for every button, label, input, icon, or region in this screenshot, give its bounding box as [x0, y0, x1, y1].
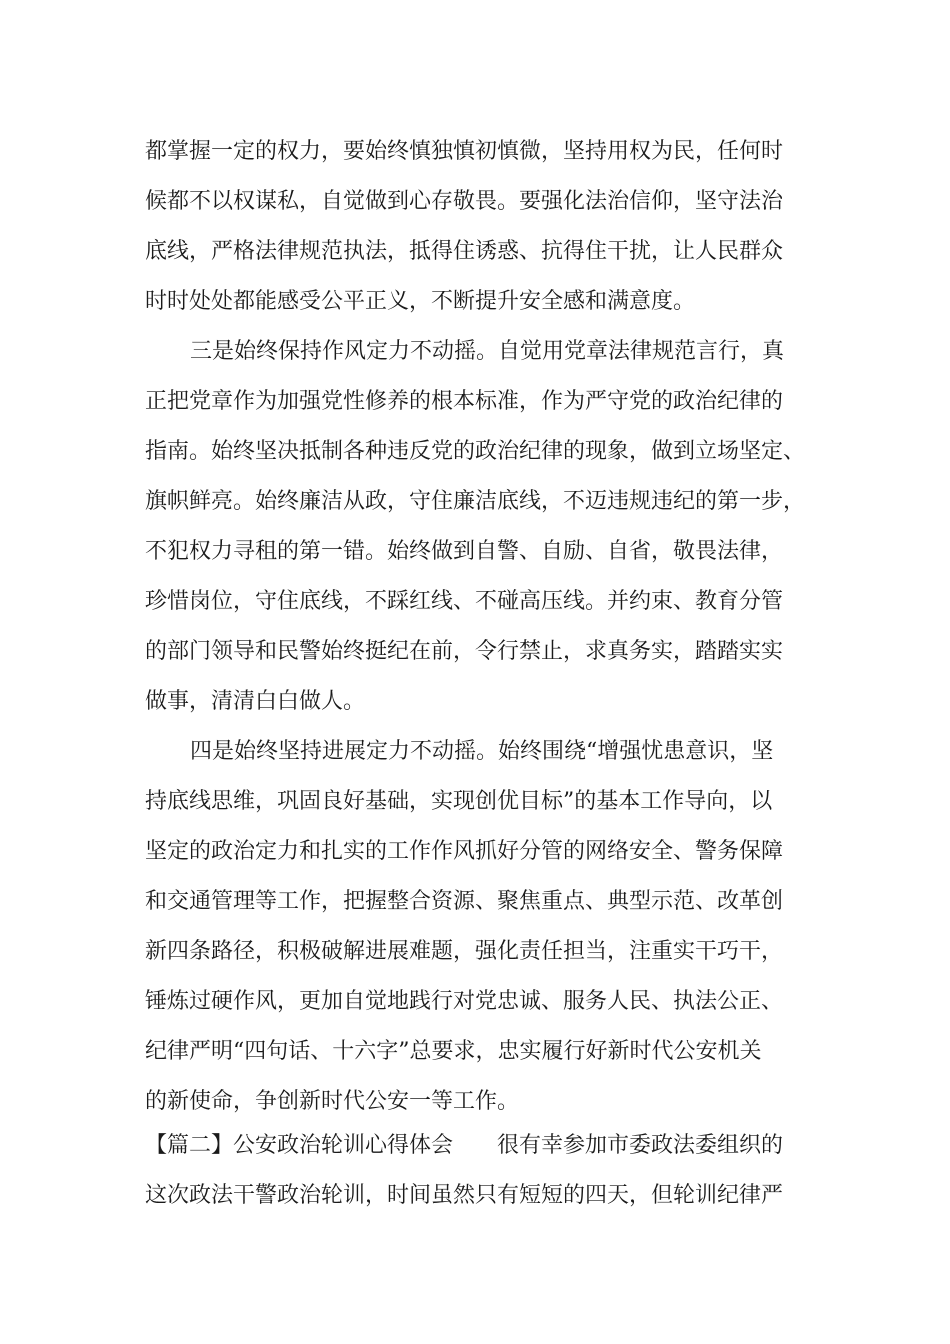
text-line: 的部门领导和民警始终挺纪在前，令行禁止，求真务实，踏踏实实 — [145, 639, 784, 664]
text-line: 和交通管理等工作，把握整合资源、聚焦重点、典型示范、改革创 — [145, 889, 784, 914]
text-line: 正把党章作为加强党性修养的根本标准，作为严守党的政治纪律的 — [145, 389, 784, 414]
text-line: 做事，清清白白做人。 — [145, 689, 366, 714]
paragraph-start-line: 三是始终保持作风定力不动摇。自觉用党章法律规范言行，真 — [190, 339, 785, 364]
paragraph-start-line: 四是始终坚持进展定力不动摇。始终围绕“增强忧患意识，坚 — [190, 739, 774, 764]
text-line: 不犯权力寻租的第一错。始终做到自警、自励、自省，敬畏法律， — [145, 539, 784, 564]
text-line: 指南。始终坚决抵制各种违反党的政治纪律的现象，做到立场坚定、 — [145, 439, 806, 464]
text-line: 新四条路径，积极破解进展难题，强化责任担当，注重实干巧干， — [145, 939, 784, 964]
section-heading-line: 【篇二】公安政治轮训心得体会 很有幸参加市委政法委组织的 — [145, 1133, 784, 1158]
text-line: 这次政法干警政治轮训，时间虽然只有短短的四天，但轮训纪律严 — [145, 1183, 784, 1208]
text-line: 持底线思维，巩固良好基础，实现创优目标”的基本工作导向，以 — [145, 789, 773, 814]
text-line: 珍惜岗位，守住底线，不踩红线、不碰高压线。并约束、教育分管 — [145, 589, 784, 614]
text-line: 候都不以权谋私，自觉做到心存敬畏。要强化法治信仰，坚守法治 — [145, 189, 784, 214]
text-line: 纪律严明“四句话、十六字”总要求，忠实履行好新时代公安机关 — [145, 1039, 762, 1064]
text-line: 底线，严格法律规范执法，抵得住诱惑、抗得住干扰，让人民群众 — [145, 239, 784, 264]
text-line: 旗帜鲜亮。始终廉洁从政，守住廉洁底线，不迈违规违纪的第一步， — [145, 489, 806, 514]
text-line: 锤炼过硬作风，更加自觉地践行对党忠诚、服务人民、执法公正、 — [145, 989, 784, 1014]
text-line: 都掌握一定的权力，要始终慎独慎初慎微，坚持用权为民，任何时 — [145, 139, 784, 164]
text-line: 坚定的政治定力和扎实的工作作风抓好分管的网络安全、警务保障 — [145, 839, 784, 864]
text-line: 的新使命，争创新时代公安一等工作。 — [145, 1089, 520, 1114]
text-line: 时时处处都能感受公平正义，不断提升安全感和满意度。 — [145, 289, 696, 314]
